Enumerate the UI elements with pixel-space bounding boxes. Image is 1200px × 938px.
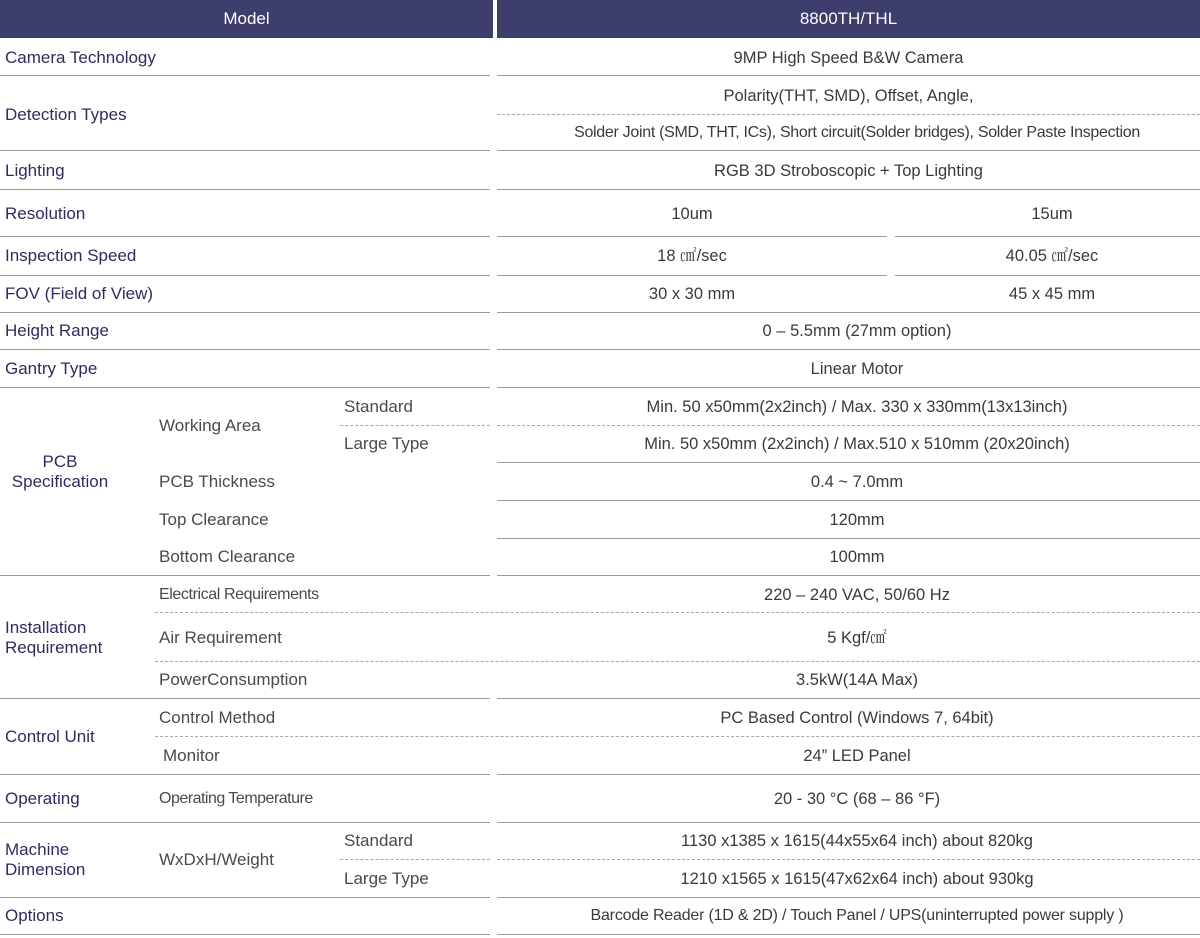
resolution-value-1: 10um	[671, 205, 713, 223]
divider	[497, 462, 1200, 463]
pcb-top-value: 120mm	[829, 511, 885, 529]
install-air: Air Requirement	[159, 628, 282, 647]
detection-value-2: Solder Joint (SMD, THT, ICs), Short circuit(Solder bridges), Solder Paste Inspection	[574, 124, 1140, 141]
divider	[497, 312, 1200, 313]
speed-value-1: 18 ㎠/sec	[657, 247, 727, 265]
divider	[497, 774, 1200, 775]
pcb-standard: Standard	[344, 397, 413, 416]
divider	[0, 387, 490, 388]
dimension-label-text: Machine Dimension	[5, 840, 86, 879]
header-product-label: 8800TH/THL	[799, 9, 898, 28]
operating-label: Operating	[5, 789, 80, 808]
pcb-bottom: Bottom Clearance	[159, 547, 296, 566]
dimension-standard-value: 1130 x1385 x 1615(44x55x64 inch) about 820kg	[681, 832, 1033, 850]
header-model-label: Model	[223, 9, 270, 28]
divider	[497, 75, 1200, 76]
divider	[0, 236, 490, 237]
divider	[0, 189, 490, 190]
divider	[497, 538, 1200, 539]
camera-label: Camera Technology	[5, 48, 156, 67]
options-value: Barcode Reader (1D & 2D) / Touch Panel / UPS(uninterrupted power supply )	[590, 907, 1124, 924]
divider	[497, 236, 887, 237]
control-method-value: PC Based Control (Windows 7, 64bit)	[720, 709, 994, 727]
divider	[0, 698, 490, 699]
pcb-label-text: PCB Specification	[11, 452, 109, 491]
lighting-value: RGB 3D Stroboscopic + Top Lighting	[714, 162, 983, 180]
dashed-divider	[497, 425, 1200, 426]
dashed-divider	[340, 859, 490, 860]
control-monitor-value: 24” LED Panel	[803, 747, 911, 765]
dimension-standard: Standard	[344, 831, 413, 850]
pcb-large: Large Type	[344, 434, 429, 453]
height-value: 0 – 5.5mm (27mm option)	[762, 322, 952, 340]
pcb-label	[5, 452, 115, 492]
divider	[0, 349, 490, 350]
divider	[895, 236, 1200, 237]
divider	[497, 349, 1200, 350]
control-monitor: Monitor	[163, 746, 220, 765]
install-power-value: 3.5kW(14A Max)	[796, 671, 918, 689]
pcb-standard-value: Min. 50 x50mm(2x2inch) / Max. 330 x 330mm(13x13inch)	[646, 398, 1068, 416]
divider	[0, 312, 490, 313]
gantry-value: Linear Motor	[810, 360, 904, 378]
divider	[0, 275, 490, 276]
header-model	[0, 0, 493, 38]
header-product	[497, 0, 1200, 38]
divider	[497, 934, 1200, 935]
divider	[497, 698, 1200, 699]
lighting-label: Lighting	[5, 161, 65, 180]
install-label	[5, 618, 125, 658]
divider	[0, 575, 490, 576]
options-label: Options	[5, 906, 64, 925]
detection-value-1: Polarity(THT, SMD), Offset, Angle,	[723, 87, 974, 105]
fov-value-1: 30 x 30 mm	[648, 285, 736, 303]
divider	[497, 189, 1200, 190]
pcb-top: Top Clearance	[159, 510, 269, 529]
dashed-divider	[497, 859, 1200, 860]
divider	[497, 387, 1200, 388]
dimension-label	[5, 840, 115, 880]
height-label: Height Range	[5, 321, 109, 340]
divider	[895, 275, 1200, 276]
divider	[0, 75, 490, 76]
divider	[0, 897, 490, 898]
camera-value: 9MP High Speed B&W Camera	[733, 49, 964, 67]
control-method: Control Method	[159, 708, 276, 727]
dashed-divider	[155, 612, 1200, 613]
operating-value: 20 - 30 °C (68 – 86 °F)	[773, 790, 941, 808]
detection-label: Detection Types	[5, 105, 127, 124]
dimension-large: Large Type	[344, 869, 429, 888]
fov-value-2: 45 x 45 mm	[1008, 285, 1096, 303]
install-power: PowerConsumption	[159, 670, 308, 689]
install-air-value: 5 Kgf/㎠	[827, 629, 887, 647]
divider	[0, 150, 490, 151]
divider	[0, 774, 490, 775]
divider	[0, 822, 490, 823]
divider	[497, 150, 1200, 151]
resolution-label: Resolution	[5, 204, 86, 223]
dashed-divider	[497, 114, 1200, 115]
dimension-large-value: 1210 x1565 x 1615(47x62x64 inch) about 930kg	[680, 870, 1034, 888]
dimension-sub: WxDxH/Weight	[159, 850, 274, 869]
dashed-divider	[155, 736, 1200, 737]
pcb-large-value: Min. 50 x50mm (2x2inch) / Max.510 x 510mm (20x20inch)	[644, 435, 1070, 453]
divider	[497, 275, 887, 276]
install-electrical-value: 220 – 240 VAC, 50/60 Hz	[764, 586, 950, 604]
divider	[497, 575, 1200, 576]
fov-label: FOV (Field of View)	[5, 284, 154, 303]
dashed-divider	[340, 425, 490, 426]
divider	[497, 500, 1200, 501]
speed-value-2: 40.05 ㎠/sec	[1005, 247, 1099, 265]
gantry-label: Gantry Type	[5, 359, 98, 378]
install-electrical: Electrical Requirements	[159, 586, 319, 603]
divider	[0, 934, 490, 935]
divider	[497, 822, 1200, 823]
pcb-working-area: Working Area	[159, 416, 261, 435]
pcb-thickness-value: 0.4 ~ 7.0mm	[810, 473, 904, 491]
speed-label: Inspection Speed	[5, 246, 137, 265]
dashed-divider	[155, 661, 1200, 662]
resolution-value-2: 15um	[1031, 205, 1073, 223]
pcb-bottom-value: 100mm	[829, 548, 885, 566]
divider	[497, 897, 1200, 898]
pcb-thickness: PCB Thickness	[159, 472, 275, 491]
install-label-text: Installation Requirement	[5, 618, 103, 657]
control-label: Control Unit	[5, 727, 95, 746]
operating-sub: Operating Temperature	[159, 790, 313, 807]
